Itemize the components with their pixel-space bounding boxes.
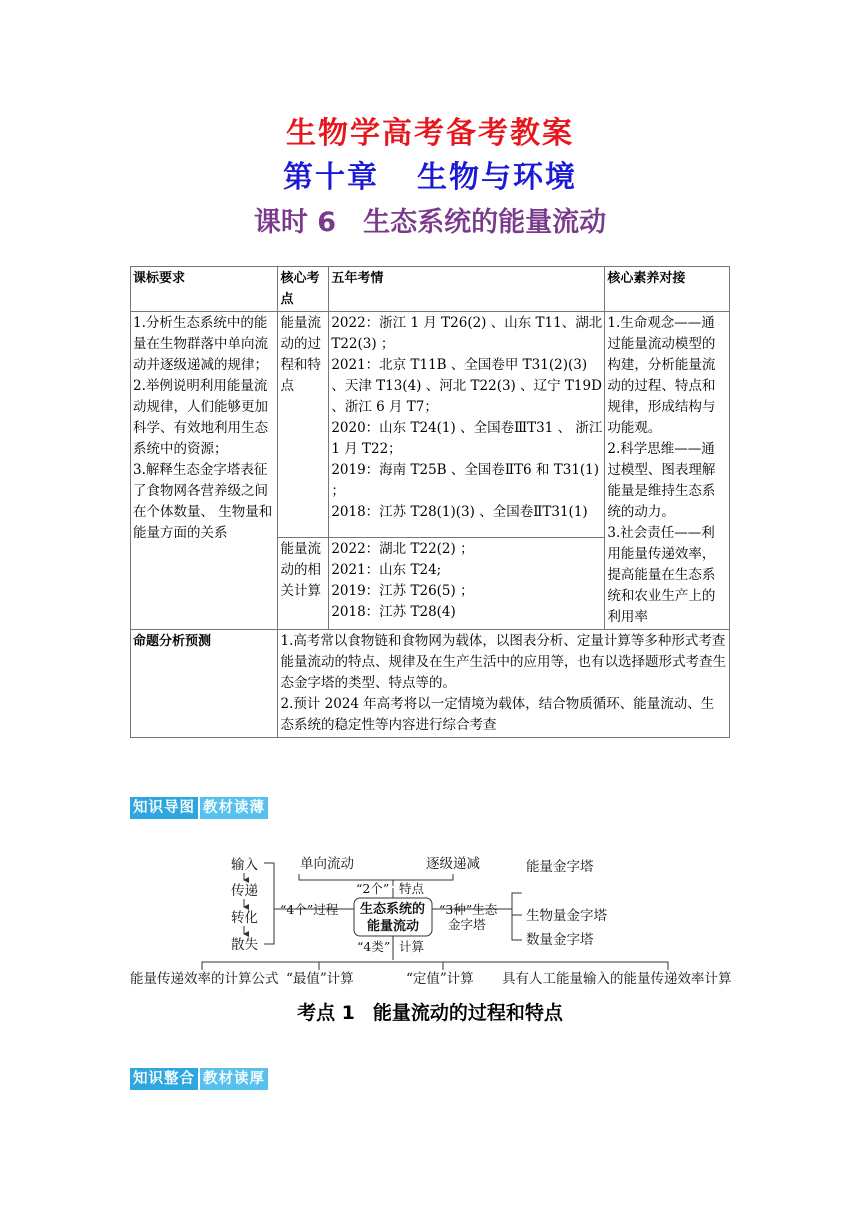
header-curriculum: 课标要求 xyxy=(131,267,278,312)
curriculum-item: 1.分析生态系统中的能量在生物群落中单向流动并逐级递减的规律； xyxy=(133,315,268,373)
pyramid-type: 生物量金字塔 xyxy=(526,908,607,924)
header-exam-history: 五年考情 xyxy=(329,267,605,312)
table-row xyxy=(131,312,730,538)
overview-table xyxy=(130,266,730,738)
tag-label: 教材读薄 xyxy=(200,797,268,819)
exam-line: 2021：山东 T24; xyxy=(331,561,442,578)
chapter-number: 第十章 xyxy=(283,160,379,195)
calc-type: “定值”计算 xyxy=(406,971,474,987)
feature: 逐级递减 xyxy=(426,856,480,872)
literacy-item: 2.科学思维——通过模型、图表理解能量是维持生态系统的动力。 xyxy=(607,441,716,520)
feature: 单向流动 xyxy=(300,856,354,872)
calc-word: 计算 xyxy=(399,939,425,954)
pyramid-type: 数量金字塔 xyxy=(526,932,594,948)
tag-label: 知识导图 xyxy=(130,797,198,819)
process-step: 散失 xyxy=(231,937,258,953)
knowledge-point-name: 能量流动的过程和特点 xyxy=(372,1002,563,1024)
table-header-row xyxy=(131,267,730,312)
exam-line: 2019：海南 T25B 、全国卷ⅡT6 和 T31(1) ； xyxy=(331,462,600,499)
core-point-1: 能量流动的过程和特点 xyxy=(278,312,329,538)
pyramids-word: 金字塔 xyxy=(448,917,486,932)
process-step: 转化 xyxy=(231,910,258,926)
process-label: “4个”过程 xyxy=(280,902,339,917)
forecast-cell xyxy=(278,630,730,738)
center-label: 生态系统的 xyxy=(360,902,426,917)
literacy-item: 3.社会责任——利用能量传递效率，提高能量在生态系统和农业生产上的利用率 xyxy=(607,525,716,625)
header-core-point: 核心考点 xyxy=(278,267,329,312)
curriculum-cell xyxy=(131,312,278,630)
features-label: “2个” xyxy=(356,881,390,896)
exam-line: 2020：山东 T24(1) 、全国卷ⅢT31 、 浙江 1 月 T22； xyxy=(331,420,603,457)
forecast-item: 1.高考常以食物链和食物网为载体，以图表分析、定量计算等多种形式考查能量流动的特点、规律及在生产生活中的应用等，也有以选择题形式考查生态金字塔的类型、特点等的。 xyxy=(280,633,726,691)
chapter-name: 生物与环境 xyxy=(417,160,577,195)
knowledge-point-title xyxy=(0,998,860,1025)
exam-line: 2022：浙江 1 月 T26(2) 、山东 T11、湖北 T22(3) ； xyxy=(331,315,603,352)
pyramid-type: 能量金字塔 xyxy=(526,859,594,875)
curriculum-item: 2.举例说明利用能量流动规律，人们能够更加科学、有效地利用生态系统中的资源； xyxy=(133,378,268,457)
forecast-label: 命题分析预测 xyxy=(131,630,278,738)
chapter-title xyxy=(0,152,860,196)
exam-line: 2021：北京 T11B 、全国卷甲 T31(2)(3) 、天津 T13(4) 、河北 T22(3) 、辽宁 T19D 、浙江 6 月 T7； xyxy=(331,357,602,415)
section-tag-mindmap xyxy=(130,797,268,819)
process-step: 传递 xyxy=(231,883,258,899)
features-word: 特点 xyxy=(399,881,425,896)
calc-type: “最值”计算 xyxy=(286,971,354,987)
exam-line: 2019：江苏 T26(5) ； xyxy=(331,582,474,599)
exam-line: 2022：湖北 T22(2) ； xyxy=(331,540,474,557)
forecast-item: 2.预计 2024 年高考将以一定情境为载体，结合物质循环、能量流动、生态系统的稳定性等内容进行综合考查 xyxy=(280,696,715,733)
section-tag-integration xyxy=(130,1068,268,1090)
header-literacy: 核心素养对接 xyxy=(605,267,730,312)
tag-label: 知识整合 xyxy=(130,1068,198,1090)
doc-title: 生物学高考备考教案 xyxy=(286,116,574,151)
center-label: 能量流动 xyxy=(367,919,420,934)
core-point-2: 能量流动的相关计算 xyxy=(278,537,329,629)
exam-history-2 xyxy=(329,537,605,629)
calc-label: “4类” xyxy=(357,939,391,954)
literacy-cell xyxy=(605,312,730,630)
table-row xyxy=(131,630,730,738)
calc-type: 能量传递效率的计算公式 xyxy=(130,971,279,987)
pyramids-label: “3种”生态 xyxy=(439,902,498,917)
lesson-title: 课时 6 生态系统的能量流动 xyxy=(253,207,607,238)
exam-line: 2018：江苏 T28(4) xyxy=(331,603,456,620)
exam-line: 2018：江苏 T28(1)(3) 、全国卷ⅡT31(1) xyxy=(331,504,588,520)
exam-history-1 xyxy=(329,312,605,538)
curriculum-item: 3.解释生态金字塔表征了食物网各营养级之间在个体数量、 生物量和能量方面的关系 xyxy=(133,462,273,541)
literacy-item: 1.生命观念——通过能量流动模型的构建，分析能量流动的过程、特点和规律，形成结构与功能观。 xyxy=(607,315,716,436)
tag-label: 教材读厚 xyxy=(200,1068,268,1090)
knowledge-mindmap xyxy=(128,852,732,988)
process-step: 输入 xyxy=(231,857,258,873)
calc-type: 具有人工能量输入的能量传递效率计算 xyxy=(502,971,732,987)
knowledge-point-number: 考点 1 xyxy=(297,1002,355,1024)
